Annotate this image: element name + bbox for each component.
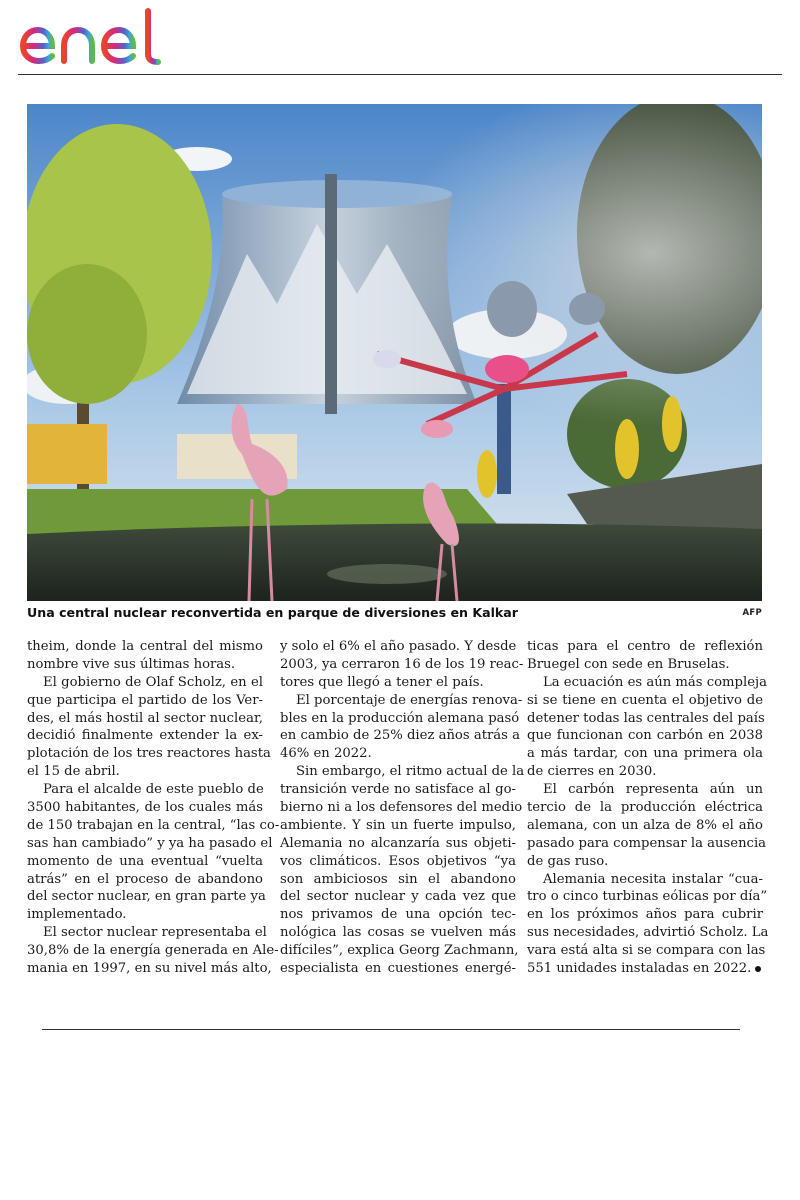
text-line: El carbón representa aún un xyxy=(543,782,763,798)
text-line: ticas para el centro de reflexión xyxy=(527,639,763,654)
header-rule xyxy=(18,74,782,75)
text-line: 46% en 2022. xyxy=(280,746,372,762)
text-line: de gas ruso. xyxy=(527,853,609,869)
text-line: nológica las cosas se vuelven más xyxy=(280,925,516,941)
text-line: especialista en cuestiones energé- xyxy=(280,961,516,977)
text-line: a más tardar, con una primera ola xyxy=(527,746,763,762)
text-line: tro o cinco turbinas eólicas por día” xyxy=(527,889,768,905)
text-line: bierno ni a los defensores del medio xyxy=(280,800,523,816)
text-line: 2003, ya cerraron 16 de los 19 reac- xyxy=(280,656,524,672)
text-line: Sin embargo, el ritmo actual de la xyxy=(296,764,525,780)
text-line: 3500 habitantes, de los cuales más xyxy=(27,800,263,816)
text-line: plotación de los tres reactores hasta xyxy=(27,746,271,762)
text-line: en los próximos años para cubrir xyxy=(527,907,763,923)
text-line: tercio de la producción eléctrica xyxy=(527,800,763,816)
end-of-article-bullet-icon xyxy=(755,966,761,972)
text-line: el 15 de abril. xyxy=(27,764,120,780)
text-line: El gobierno de Olaf Scholz, en el xyxy=(43,674,263,690)
last-line-text: 551 unidades instaladas en 2022. xyxy=(527,961,752,977)
text-line: La ecuación es aún más compleja xyxy=(543,674,767,690)
text-line: Alemania no alcanzaría sus objeti- xyxy=(280,835,516,851)
text-line: vos climáticos. Esos objetivos “ya xyxy=(280,853,516,869)
article-column-1 xyxy=(27,638,280,978)
text-line: El sector nuclear representaba el xyxy=(43,925,267,941)
text-line: que funcionan con carbón en 2038 xyxy=(527,728,763,744)
text-line: sus necesidades, advirtió Scholz. La xyxy=(527,925,769,941)
text-line: Alemania necesita instalar “cua- xyxy=(543,871,763,887)
article-column-2 xyxy=(280,638,525,978)
text-line: Para el alcalde de este pueblo de xyxy=(43,782,264,798)
text-line: decidió finalmente extender la ex- xyxy=(27,728,263,744)
text-line: El porcentaje de energías renova- xyxy=(296,692,523,708)
photo-credit: AFP xyxy=(742,608,762,618)
text-line: que participa el partido de los Ver- xyxy=(27,692,263,708)
text-line: detener todas las centrales del país xyxy=(527,710,765,726)
article-column-3 xyxy=(527,638,769,978)
article-photo xyxy=(27,104,762,601)
enel-logo-icon xyxy=(18,6,188,68)
text-line: en cambio de 25% diez años atrás a xyxy=(280,728,520,744)
text-line: del sector nuclear y cada vez que xyxy=(280,889,516,905)
text-line: son ambiciosos sin el abandono xyxy=(280,871,516,887)
text-line: Bruegel con sede en Bruselas. xyxy=(527,656,730,672)
text-line: de cierres en 2030. xyxy=(527,764,657,780)
text-line: del sector nuclear, en gran parte ya xyxy=(27,889,266,905)
text-line: y solo el 6% el año pasado. Y desde xyxy=(280,639,517,654)
text-line: theim, donde la central del mismo xyxy=(27,639,263,654)
text-line: nombre vive sus últimas horas. xyxy=(27,656,236,672)
text-line: de 150 trabajan en la central, “las co- xyxy=(27,817,280,833)
text-line: momento de una eventual “vuelta xyxy=(27,853,263,869)
text-line: des, el más hostil al sector nuclear, xyxy=(27,710,263,726)
text-line: mania en 1997, en su nivel más alto, xyxy=(27,961,272,977)
caption-text: Una central nuclear reconvertida en parque de diversiones en Kalkar xyxy=(27,605,519,620)
text-line: pasado para compensar la ausencia xyxy=(527,835,767,851)
text-line: tores que llegó a tener el país. xyxy=(280,674,484,690)
amusement-park-photo-icon xyxy=(27,104,762,601)
text-line: alemana, con un alza de 8% el año xyxy=(527,817,763,833)
text-line: implementado. xyxy=(27,907,127,923)
article-body xyxy=(27,638,769,983)
text-line: bles en la producción alemana pasó xyxy=(280,710,520,726)
text-line: sas han cambiado” y ya ha pasado el xyxy=(27,835,273,851)
text-line: difíciles”, explica Georg Zachmann, xyxy=(280,943,519,959)
text-line: transición verde no satisface al go- xyxy=(280,782,516,798)
text-line: si se tiene en cuenta el objetivo de xyxy=(527,692,763,708)
text-line: nos privamos de una opción tec- xyxy=(280,907,516,923)
footer-rule xyxy=(42,1029,740,1030)
text-line: 30,8% de la energía generada en Ale- xyxy=(27,943,279,959)
text-line: vara está alta si se compara con las xyxy=(527,943,766,959)
text-line: ambiente. Y sin un fuerte impulso, xyxy=(280,817,516,833)
enel-logo xyxy=(18,6,188,68)
text-line-last xyxy=(527,960,763,978)
photo-caption xyxy=(27,605,762,625)
text-line: atrás” en el proceso de abandono xyxy=(27,871,263,887)
